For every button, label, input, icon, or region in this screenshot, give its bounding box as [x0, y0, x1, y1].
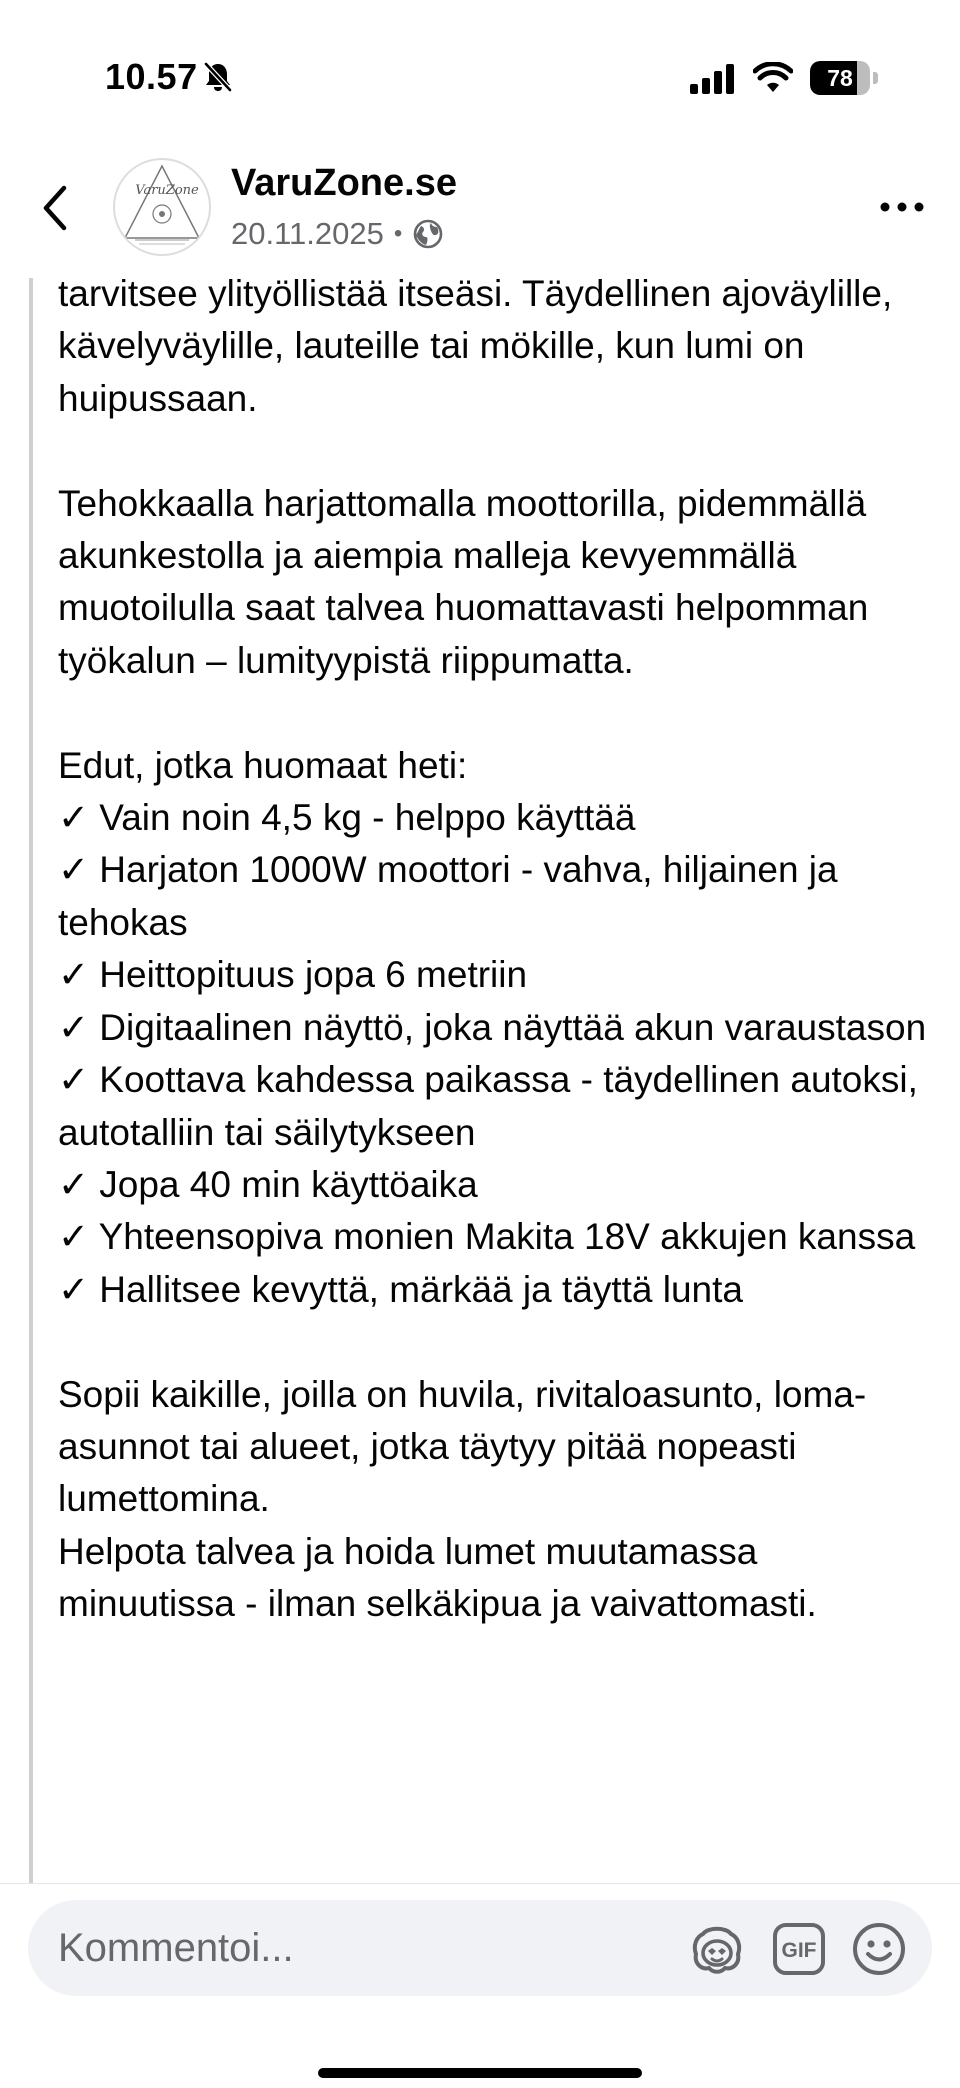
- home-indicator: [318, 2068, 642, 2078]
- meta-separator: •: [393, 220, 403, 247]
- status-time: 10.57: [105, 56, 198, 97]
- wifi-icon: [753, 62, 793, 94]
- post-meta: [231, 214, 444, 254]
- page-name[interactable]: VaruZone.se: [231, 162, 457, 204]
- gif-label: GIF: [781, 1939, 817, 1962]
- globe-icon: [412, 218, 444, 250]
- smiley-icon[interactable]: [850, 1920, 908, 1978]
- battery-percent: 78: [827, 65, 853, 91]
- post-header: [0, 150, 960, 278]
- chevron-left-icon[interactable]: [36, 178, 76, 238]
- gif-frame-icon: [770, 1920, 828, 1978]
- battery-tip: [873, 72, 878, 84]
- post-body: [0, 278, 960, 1883]
- battery-body: [810, 61, 870, 95]
- status-bar: [0, 0, 960, 150]
- avatar[interactable]: [113, 158, 211, 256]
- post-text: tarvitsee ylityöllistää itseäsi. Täydellinen ajoväylille, kävelyväylille, lauteille tai mökille, kun lumi on huipussaan. Tehokkaalla harjattomalla moottorilla, pidemmällä akunkestolla ja aiempia malleja kevyemmällä muotoilulla saat talvea huomattavasti helpomman työkalun – lumityypistä riippumatta. Edut, jotka huomaat heti: ✓ Vain noin 4,5 kg - helppo käyttää ✓ Harjaton 1000W moottori - vahva, hiljainen ja tehokas ✓ Heittopituus jopa 6 metriin ✓ Digitaalinen näyttö, joka näyttää akun varaustason ✓ Koottava kahdessa paikassa - täydellinen autoksi, autotalliin tai säilytykseen ✓ Jopa 40 min käyttöaika ✓ Yhteensopiva monien Makita 18V akkujen kanssa ✓ Hallitsee kevyttä, märkää ja täyttä lunta Sopii kaikille, joilla on huvila, rivitaloasunto, loma-asunnot tai alueet, jotka täytyy pitää nopeasti lumettomina. Helpota talvea ja hoida lumet muutamassa minuutissa - ilman selkäkipua ja vaivattomasti.: [58, 278, 927, 1625]
- avatar-logo-icon: [115, 160, 209, 254]
- post-date[interactable]: 20.11.2025: [231, 216, 384, 251]
- more-horizontal-icon[interactable]: [878, 192, 926, 222]
- gif-icon[interactable]: [770, 1920, 828, 1978]
- battery-icon: [810, 61, 878, 95]
- avatar-logo-text: VaruZone: [135, 183, 199, 198]
- cellular-signal-icon: [690, 64, 736, 94]
- bell-slash-icon: [203, 61, 233, 93]
- avatar-sticker-icon[interactable]: [688, 1920, 746, 1978]
- thread-rule: [29, 278, 33, 1883]
- comment-bar: [0, 1883, 960, 2088]
